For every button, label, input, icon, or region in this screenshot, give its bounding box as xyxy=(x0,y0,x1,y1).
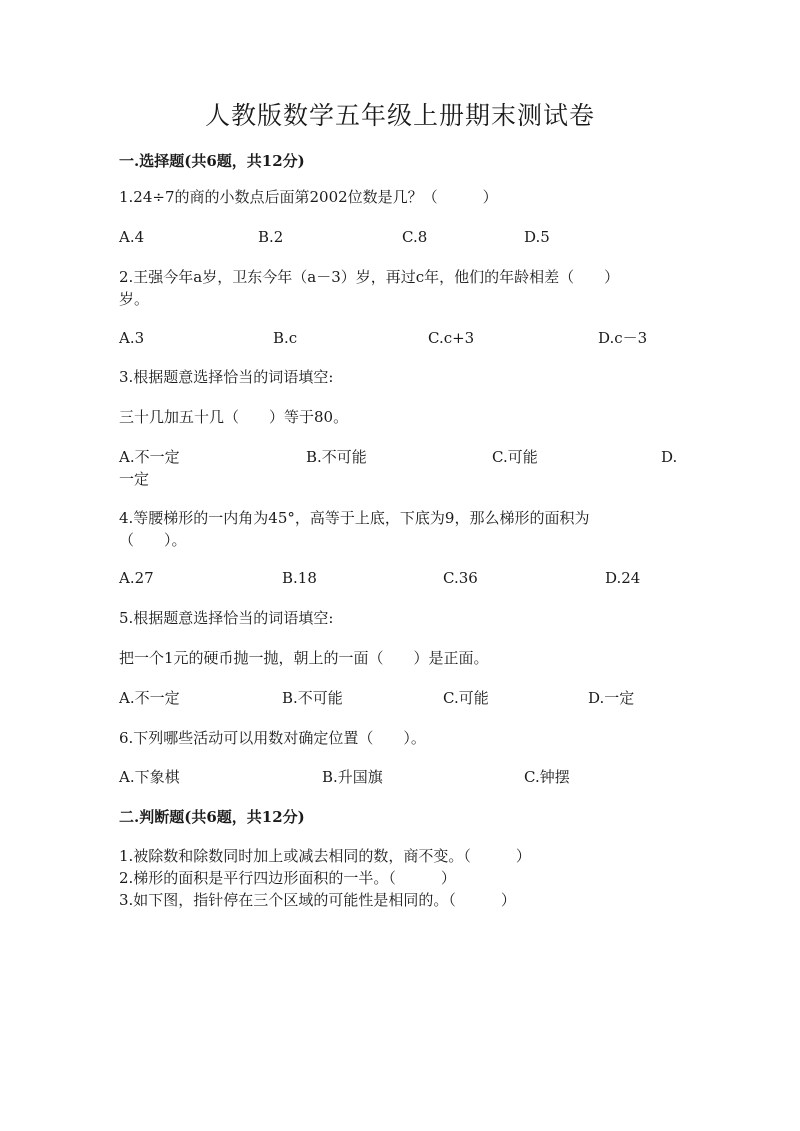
q3-option-c: C.可能 xyxy=(492,448,538,466)
q3-option-d-wrap: 一定 xyxy=(119,470,150,488)
judgment-1-text: 1.被除数和除数同时加上或减去相同的数，商不变。（ ） xyxy=(119,847,531,865)
q1-option-d: D.5 xyxy=(524,228,550,246)
q4-option-c: C.36 xyxy=(443,569,478,587)
question-3-subtext: 三十几加五十几（ ）等于80。 xyxy=(119,408,349,426)
q1-option-a: A.4 xyxy=(119,228,145,246)
q5-option-a: A.不一定 xyxy=(119,689,180,707)
judgment-2-text: 2.梯形的面积是平行四边形面积的一半。（ ） xyxy=(119,869,456,887)
q4-option-b: B.18 xyxy=(282,569,317,587)
q1-option-c: C.8 xyxy=(402,228,428,246)
judgment-3-text: 3.如下图，指针停在三个区域的可能性是相同的。（ ） xyxy=(119,891,516,909)
question-6-text: 6.下列哪些活动可以用数对确定位置（ ）。 xyxy=(119,729,426,747)
question-3-text: 3.根据题意选择恰当的词语填空: xyxy=(119,368,334,386)
q4-option-a: A.27 xyxy=(119,569,154,587)
q5-option-d: D.一定 xyxy=(588,689,635,707)
q5-option-c: C.可能 xyxy=(443,689,489,707)
question-4-text-line2: （ ）。 xyxy=(119,531,187,549)
q2-option-d: D.c－3 xyxy=(598,329,648,347)
q6-option-c: C.钟摆 xyxy=(524,768,570,786)
q2-option-b: B.c xyxy=(273,329,298,347)
q2-option-a: A.3 xyxy=(119,329,145,347)
section-heading-choice: 一.选择题(共6题，共12分) xyxy=(119,152,305,170)
question-4-text-line1: 4.等腰梯形的一内角为45°，高等于上底，下底为9，那么梯形的面积为 xyxy=(119,509,590,527)
q2-option-c: C.c+3 xyxy=(428,329,475,347)
question-2-text-line2: 岁。 xyxy=(119,290,150,308)
q6-option-a: A.下象棋 xyxy=(119,768,180,786)
q3-option-b: B.不可能 xyxy=(306,448,367,466)
page-title: 人教版数学五年级上册期末测试卷 xyxy=(204,101,595,130)
q3-option-a: A.不一定 xyxy=(119,448,180,466)
q4-option-d: D.24 xyxy=(605,569,641,587)
section-heading-judgment: 二.判断题(共6题，共12分) xyxy=(119,808,305,826)
question-1-text: 1.24÷7的商的小数点后面第2002位数是几？（ ） xyxy=(119,188,498,206)
question-2-text-line1: 2.王强今年a岁，卫东今年（a－3）岁，再过c年，他们的年龄相差（ ） xyxy=(119,268,620,286)
q3-option-d: D. xyxy=(661,448,678,466)
question-5-subtext: 把一个1元的硬币抛一抛，朝上的一面（ ）是正面。 xyxy=(119,649,489,667)
question-5-text: 5.根据题意选择恰当的词语填空: xyxy=(119,609,334,627)
q5-option-b: B.不可能 xyxy=(282,689,343,707)
q6-option-b: B.升国旗 xyxy=(322,768,383,786)
q1-option-b: B.2 xyxy=(258,228,284,246)
